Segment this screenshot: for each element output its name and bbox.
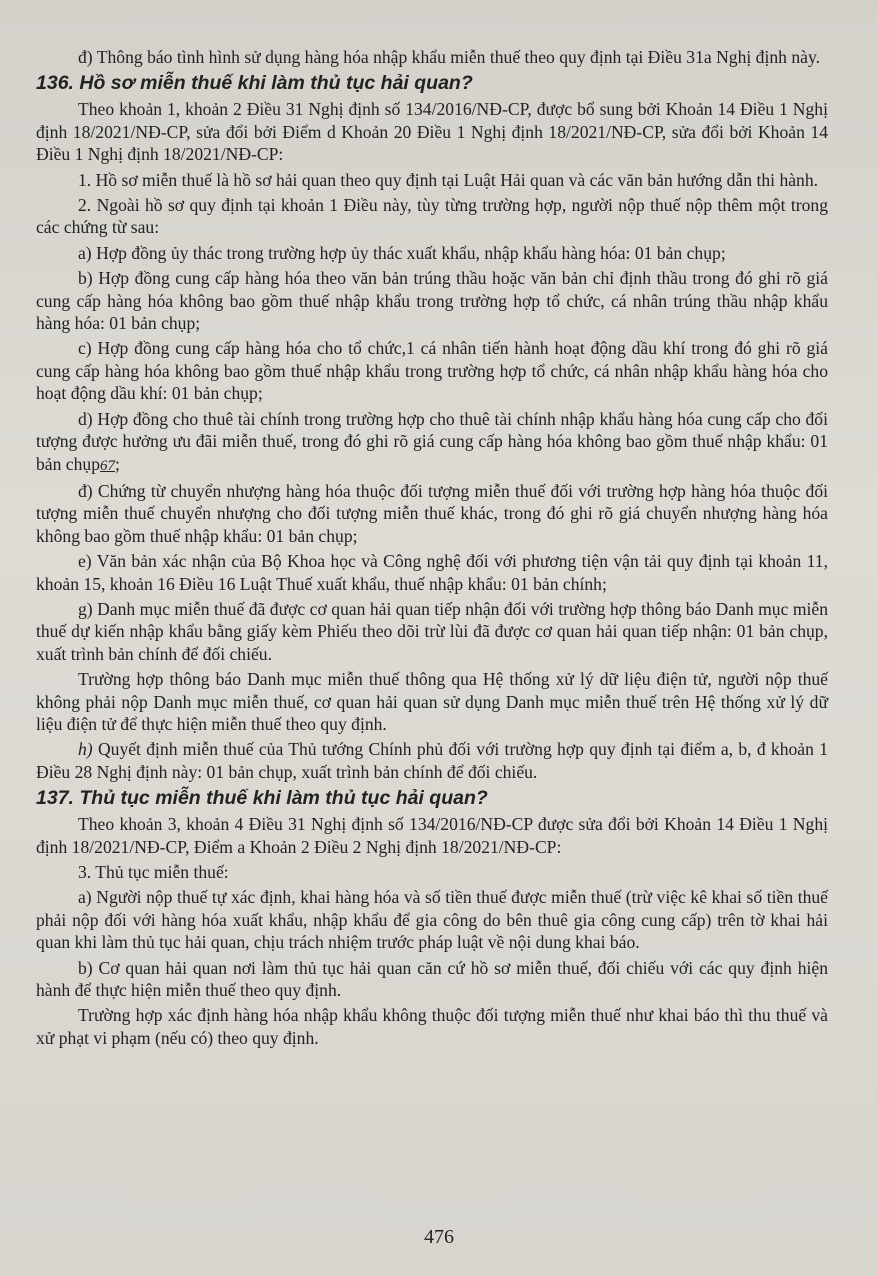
q136-item-d-text: d) Hợp đồng cho thuê tài chính trong trường hợp cho thuê tài chính nhập khẩu hàng hóa cung cấp cho đối tượng được hưởng ưu đãi miễn thuế, trong đó ghi rõ giá cung cấp hàng hóa không bao gồm thuế nhập khẩu: 01 bản chụp xyxy=(36,408,828,474)
heading-136: 136. Hồ sơ miễn thuế khi làm thủ tục hải quan? xyxy=(36,72,473,95)
q137-item-b: b) Cơ quan hải quan nơi làm thủ tục hải quan căn cứ hồ sơ miễn thuế, đối chiếu với các quy định hiện hành để thực hiện miễn thuế theo quy định. xyxy=(36,957,828,1001)
q136-item-dd: đ) Chứng từ chuyển nhượng hàng hóa thuộc đối tượng miễn thuế đối với trường hợp hàng hóa thuộc đối tượng miễn thuế chuyển nhượng cho đối tượng miễn thuế khác, trong đó ghi rõ giá chuyển nhượng hàng hóa không bao gồm thuế nhập khẩu: 01 bản chụp; xyxy=(36,480,828,546)
q137-intro: Theo khoản 3, khoản 4 Điều 31 Nghị định số 134/2016/NĐ-CP được sửa đổi bởi Khoản 14 Điều 1 Nghị định 18/2021/NĐ-CP, Điểm a Khoản 2 Điều 2 Nghị định 18/2021/NĐ-CP: xyxy=(36,814,828,857)
q136-item-d xyxy=(36,408,828,477)
q136-p2: 2. Ngoài hồ sơ quy định tại khoản 1 Điều này, tùy từng trường hợp, người nộp thuế nộp thêm một trong các chứng từ sau: xyxy=(36,195,828,238)
q137-item-b-note: Trường hợp xác định hàng hóa nhập khẩu không thuộc đối tượng miễn thuế như khai báo thì thu thuế và xử phạt vi phạm (nếu có) theo quy định. xyxy=(36,1005,828,1048)
heading-137: 137. Thủ tục miễn thuế khi làm thủ tục hải quan? xyxy=(36,787,488,810)
page-text xyxy=(36,46,828,1052)
q136-item-a: a) Hợp đồng ủy thác trong trường hợp ủy thác xuất khẩu, nhập khẩu hàng hóa: 01 bản chụp; xyxy=(78,242,726,263)
q136-item-h-prefix: h) xyxy=(78,739,93,760)
page-number: 476 xyxy=(424,1226,454,1248)
q136-intro: Theo khoản 1, khoản 2 Điều 31 Nghị định số 134/2016/NĐ-CP, được bổ sung bởi Khoản 14 Điều 1 Nghị định 18/2021/NĐ-CP, sửa đổi bởi Điểm d Khoản 20 Điều 1 Nghị định 18/2021/NĐ-CP, sửa đổi bởi Khoản 14 Điều 1 Nghị định 18/2021/NĐ-CP: xyxy=(36,99,828,165)
q136-item-h xyxy=(36,738,828,783)
q136-item-b: b) Hợp đồng cung cấp hàng hóa theo văn bản trúng thầu hoặc văn bản chỉ định thầu trong đó ghi rõ giá cung cấp hàng hóa không bao gồm thuế nhập khẩu trong trường hợp tổ chức, cá nhân trúng thầu nhập khẩu hàng hóa: 01 bản chụp; xyxy=(36,268,828,334)
footnote-ref: 67 xyxy=(100,457,116,474)
q136-item-e: e) Văn bản xác nhận của Bộ Khoa học và Công nghệ đối với phương tiện vận tải quy định tại khoản 11, khoản 15, khoản 16 Điều 16 Luật Thuế xuất khẩu, thuế nhập khẩu: 01 bản chính; xyxy=(36,551,828,594)
q136-item-g: g) Danh mục miễn thuế đã được cơ quan hải quan tiếp nhận đối với trường hợp thông báo Danh mục miễn thuế dự kiến nhập khẩu bằng giấy kèm Phiếu theo dõi trừ lùi đã được cơ quan hải quan tiếp nhận: 01 bản chụp, xuất trình bản chính để đối chiếu. xyxy=(36,598,828,664)
q136-item-g-note: Trường hợp thông báo Danh mục miễn thuế thông qua Hệ thống xử lý dữ liệu điện tử, người nộp thuế không phải nộp Danh mục miễn thuế, cơ quan hải quan sử dụng Danh mục miễn thuế trên Hệ thống xử lý dữ liệu điện tử để thực hiện miễn thuế theo quy định. xyxy=(36,669,828,734)
q136-item-c: c) Hợp đồng cung cấp hàng hóa cho tổ chức,1 cá nhân tiến hành hoạt động dầu khí trong đó ghi rõ giá cung cấp hàng hóa không bao gồm thuế nhập khẩu trong trường hợp tổ chức, cá nhân nhập khẩu hàng hóa cho hoạt động dầu khí: 01 bản chụp; xyxy=(36,338,828,404)
q136-item-h-text: Quyết định miễn thuế của Thủ tướng Chính phủ đối với trường hợp quy định tại điểm a, b, đ khoản 1 Điều 28 Nghị định này: 01 bản chụp, xuất trình bản chính để đối chiếu. xyxy=(36,739,828,782)
q137-item-a: a) Người nộp thuế tự xác định, khai hàng hóa và số tiền thuế được miễn thuế (trừ việc kê khai số tiền thuế phải nộp đối với hàng hóa xuất khẩu, nhập khẩu để gia công do bên thuê gia công cung cấp) trên tờ khai hải quan khi làm thủ tục hải quan, chịu trách nhiệm trước pháp luật về nội dung khai báo. xyxy=(36,887,828,953)
q136-item-d-end: ; xyxy=(115,453,120,474)
q135-item-dd: đ) Thông báo tình hình sử dụng hàng hóa nhập khẩu miễn thuế theo quy định tại Điều 31a Nghị định này. xyxy=(78,47,821,67)
q136-p1: 1. Hồ sơ miễn thuế là hồ sơ hải quan theo quy định tại Luật Hải quan và các văn bản hướng dẫn thi hành. xyxy=(78,169,819,190)
q137-p3: 3. Thủ tục miễn thuế: xyxy=(78,862,229,882)
